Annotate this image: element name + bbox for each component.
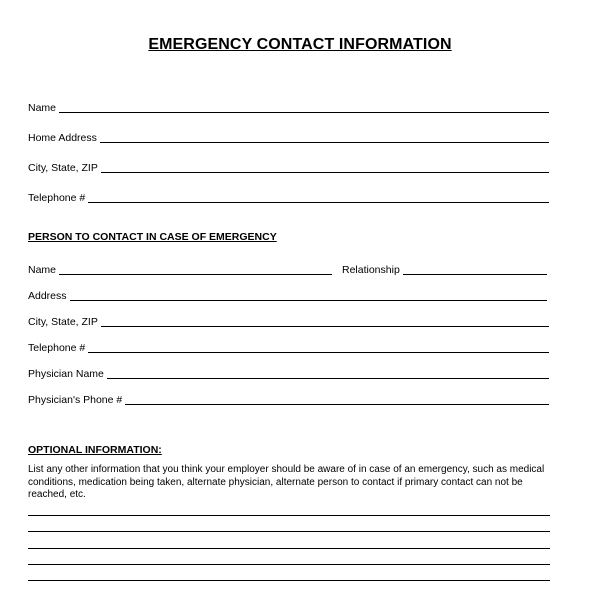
- physician-name-label: Physician Name: [28, 368, 104, 380]
- physician-name-line[interactable]: [107, 368, 549, 379]
- optional-info-line[interactable]: [28, 515, 550, 516]
- contact-name-line[interactable]: [59, 264, 332, 275]
- relationship-line[interactable]: [403, 264, 547, 275]
- relationship-label: Relationship: [342, 264, 400, 276]
- employee-address-field[interactable]: [28, 130, 549, 144]
- physician-phone-line[interactable]: [125, 394, 549, 405]
- employee-name-line[interactable]: [59, 102, 549, 113]
- page-title: EMERGENCY CONTACT INFORMATION: [148, 36, 452, 53]
- employee-address-line[interactable]: [100, 132, 549, 143]
- contact-address-label: Address: [28, 290, 67, 302]
- contact-name-label: Name: [28, 264, 57, 276]
- employee-address-label: Home Address: [28, 132, 97, 144]
- contact-city-label: City, State, ZIP: [28, 316, 98, 328]
- contact-city-field[interactable]: [28, 314, 549, 328]
- employee-city-label: City, State, ZIP: [28, 162, 98, 174]
- contact-address-field[interactable]: [28, 288, 547, 302]
- emergency-contact-heading: PERSON TO CONTACT IN CASE OF EMERGENCY: [28, 231, 277, 243]
- contact-telephone-label: Telephone #: [28, 342, 86, 354]
- relationship-field[interactable]: [342, 262, 547, 276]
- contact-address-line[interactable]: [70, 290, 547, 301]
- optional-info-line[interactable]: [28, 580, 550, 581]
- optional-info-line[interactable]: [28, 531, 550, 532]
- physician-phone-label: Physician's Phone #: [28, 394, 123, 406]
- contact-telephone-field[interactable]: [28, 340, 549, 354]
- optional-info-line[interactable]: [28, 548, 550, 549]
- optional-info-line[interactable]: [28, 564, 550, 565]
- optional-info-heading: OPTIONAL INFORMATION:: [28, 444, 162, 456]
- contact-name-field[interactable]: [28, 262, 332, 276]
- optional-info-instructions: List any other information that you think your employer should be aware of in case of an emergency, such as medical conditions, medication being taken, alternate physician, alternate person to contact if primary contact can not be reached, etc.: [28, 464, 545, 500]
- employee-city-field[interactable]: [28, 160, 549, 174]
- contact-city-line[interactable]: [101, 316, 549, 327]
- employee-telephone-field[interactable]: [28, 190, 549, 204]
- contact-telephone-line[interactable]: [88, 342, 549, 353]
- employee-city-line[interactable]: [101, 162, 549, 173]
- employee-telephone-line[interactable]: [88, 192, 549, 203]
- physician-phone-field[interactable]: [28, 392, 549, 406]
- employee-name-label: Name: [28, 102, 57, 114]
- physician-name-field[interactable]: [28, 366, 549, 380]
- employee-name-field[interactable]: [28, 100, 549, 114]
- employee-telephone-label: Telephone #: [28, 192, 86, 204]
